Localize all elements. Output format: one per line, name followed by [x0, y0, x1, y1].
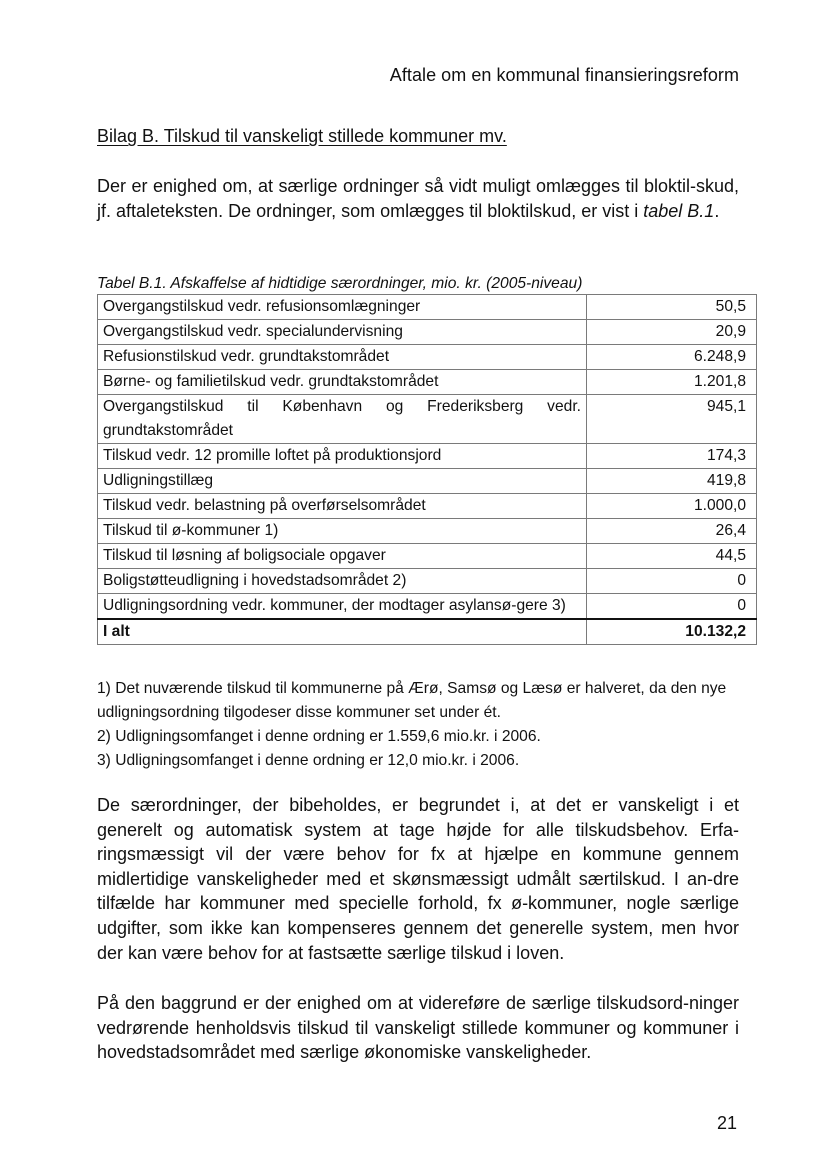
- row-label: Overgangstilskud vedr. refusionsomlægninger: [98, 295, 587, 320]
- row-label: Refusionstilskud vedr. grundtakstområdet: [98, 345, 587, 370]
- table-row: [98, 494, 757, 519]
- row-label: Tilskud til løsning af boligsociale opgaver: [98, 544, 587, 569]
- row-value: 1.201,8: [587, 370, 757, 395]
- table-row: [98, 544, 757, 569]
- body-paragraph-2: De særordninger, der bibeholdes, er begrundet i, at det er vanskeligt i et generelt og automatisk system at tage højde for alle tilskudsbehov. Erfa-ringsmæssigt vil der være behov for fx at hjælpe en kommune gennem midlertidige vanskeligheder med et skønsmæssigt udmålt særtilskud. I an-dre tilfælde har kommuner med specielle forhold, fx ø-kommuner, nogle særlige udgifter, som ikke kan kompenseres gennem det generelle system, men hvor der kan være behov for at fastsætte særlige tilskud i loven.: [97, 795, 739, 963]
- row-value: 50,5: [587, 295, 757, 320]
- body-paragraph-3: På den baggrund er der enighed om at videreføre de særlige tilskudsord-ninger vedrørende henholdsvis tilskud til vanskeligt stillede kommuner og kommuner i hovedstadsområdet med særlige økonomiske vanskeligheder.: [97, 993, 739, 1063]
- table-row: [98, 345, 757, 370]
- page-number: 21: [717, 1113, 738, 1133]
- footnote-2: 2) Udligningsomfanget i denne ordning er 1.559,6 mio.kr. i 2006.: [97, 728, 541, 745]
- table-row: [98, 469, 757, 494]
- intro-text: Der er enighed om, at særlige ordninger så vidt muligt omlægges til bloktil-skud, jf. aftaleteksten. De ordninger, som omlægges til bloktilskud, er vist i: [97, 176, 739, 221]
- section-title: Bilag B. Tilskud til vanskeligt stillede kommuner mv.: [97, 126, 507, 146]
- table-caption: Tabel B.1. Afskaffelse af hidtidige særordninger, mio. kr. (2005-niveau): [97, 275, 583, 292]
- row-value: 0: [587, 569, 757, 594]
- footnote-1: 1) Det nuværende tilskud til kommunerne på Ærø, Samsø og Læsø er halveret, da den nye udligningsordning tilgodeser disse kommuner set under ét.: [97, 680, 727, 721]
- table-total-row: [98, 619, 757, 645]
- intro-paragraph: [97, 174, 739, 223]
- row-label: Boligstøtteudligning i hovedstadsområdet 2): [98, 569, 587, 594]
- row-value: 44,5: [587, 544, 757, 569]
- table-footnotes: [97, 677, 757, 773]
- row-value: 945,1: [587, 395, 757, 444]
- table-row: [98, 370, 757, 395]
- table-row: [98, 395, 757, 444]
- row-label: Tilskud vedr. 12 promille loftet på produktionsjord: [98, 444, 587, 469]
- table-row: [98, 444, 757, 469]
- row-label: Overgangstilskud til København og Frederiksberg vedr. grundtakstområdet: [98, 395, 587, 444]
- running-header: Aftale om en kommunal finansieringsreform: [389, 65, 739, 85]
- row-label: Tilskud til ø-kommuner 1): [98, 519, 587, 544]
- table-row: [98, 594, 757, 620]
- table-row: [98, 295, 757, 320]
- row-label: Udligningstillæg: [98, 469, 587, 494]
- row-label: Tilskud vedr. belastning på overførselsområdet: [98, 494, 587, 519]
- row-value: 174,3: [587, 444, 757, 469]
- row-value: 26,4: [587, 519, 757, 544]
- row-value: 419,8: [587, 469, 757, 494]
- table-row: [98, 320, 757, 345]
- table-row: [98, 519, 757, 544]
- total-label: I alt: [98, 619, 587, 645]
- row-value: 0: [587, 594, 757, 620]
- row-label: Overgangstilskud vedr. specialundervisning: [98, 320, 587, 345]
- table-row: [98, 569, 757, 594]
- footnote-3: 3) Udligningsomfanget i denne ordning er 12,0 mio.kr. i 2006.: [97, 752, 520, 769]
- row-value: 20,9: [587, 320, 757, 345]
- row-label: Udligningsordning vedr. kommuner, der modtager asylansø-gere 3): [98, 594, 587, 620]
- row-value: 1.000,0: [587, 494, 757, 519]
- table-reference: tabel B.1: [643, 200, 715, 221]
- data-table: [97, 294, 757, 645]
- total-value: 10.132,2: [587, 619, 757, 645]
- row-value: 6.248,9: [587, 345, 757, 370]
- row-label: Børne- og familietilskud vedr. grundtakstområdet: [98, 370, 587, 395]
- intro-end: .: [714, 200, 720, 221]
